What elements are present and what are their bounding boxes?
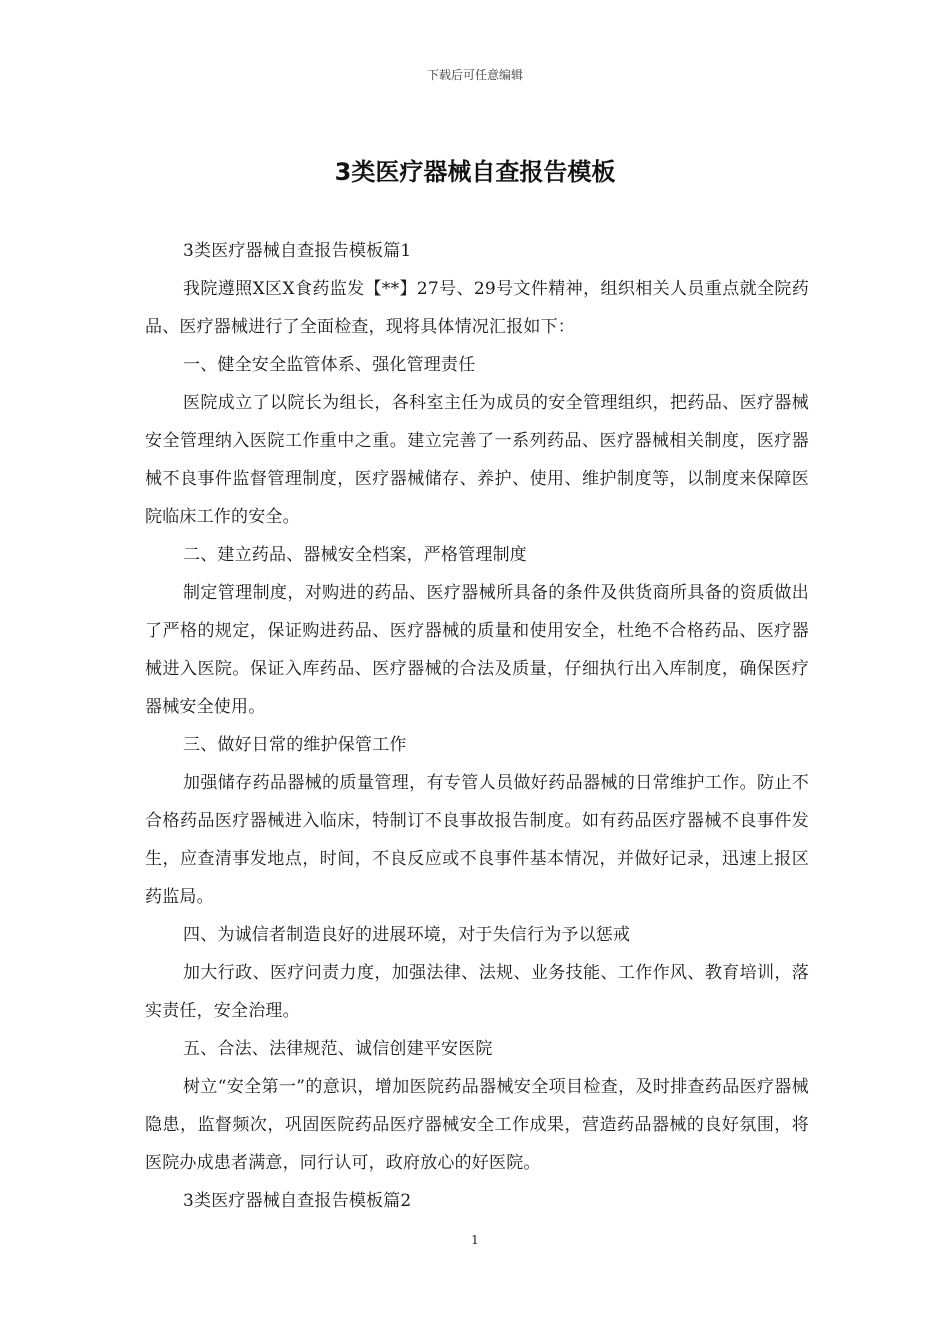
page-number: 1: [471, 1233, 479, 1247]
section-heading: 四、为诚信者制造良好的进展环境，对于失信行为予以惩戒: [183, 925, 631, 945]
body-paragraph: 我院遵照X区X食药监发【**】27号、29号文件精神，组织相关人员重点就全院药品、医疗器械进行了全面检查，现将具体情况汇报如下：: [145, 279, 809, 337]
page-header: 下载后可任意编辑: [426, 68, 523, 82]
body-paragraph: 树立“安全第一”的意识，增加医院药品器械安全项目检查，及时排查药品医疗器械隐患，监督频次，巩固医院药品医疗器械安全工作成果，营造药品器械的良好氛围，将医院办成患者满意，同行认可，政府放心的好医院。: [145, 1077, 809, 1173]
section-heading: 三、做好日常的维护保管工作: [183, 735, 407, 755]
document-title: 3类医疗器械自查报告模板: [334, 158, 616, 186]
document-body: [145, 232, 809, 1220]
section-heading-part2: 3类医疗器械自查报告模板篇2: [183, 1191, 412, 1211]
section-heading-part1: 3类医疗器械自查报告模板篇1: [183, 241, 412, 261]
body-paragraph: 制定管理制度，对购进的药品、医疗器械所具备的条件及供货商所具备的资质做出了严格的规定，保证购进药品、医疗器械的质量和使用安全，杜绝不合格药品、医疗器械进入医院。保证入库药品、医疗器械的合法及质量，仔细执行出入库制度，确保医疗器械安全使用。: [145, 583, 809, 717]
section-heading: 一、健全安全监管体系、强化管理责任: [183, 355, 476, 375]
body-paragraph: 医院成立了以院长为组长，各科室主任为成员的安全管理组织，把药品、医疗器械安全管理纳入医院工作重中之重。建立完善了一系列药品、医疗器械相关制度，医疗器械不良事件监督管理制度，医疗器械储存、养护、使用、维护制度等，以制度来保障医院临床工作的安全。: [145, 393, 809, 527]
body-paragraph: 加大行政、医疗问责力度，加强法律、法规、业务技能、工作作风、教育培训，落实责任，安全治理。: [145, 963, 809, 1021]
body-paragraph: 加强储存药品器械的质量管理，有专管人员做好药品器械的日常维护工作。防止不合格药品医疗器械进入临床，特制订不良事故报告制度。如有药品医疗器械不良事件发生，应查清事发地点，时间，不良反应或不良事件基本情况，并做好记录，迅速上报区药监局。: [145, 773, 809, 907]
section-heading: 五、合法、法律规范、诚信创建平安医院: [183, 1039, 493, 1059]
section-heading: 二、建立药品、器械安全档案，严格管理制度: [183, 545, 527, 565]
